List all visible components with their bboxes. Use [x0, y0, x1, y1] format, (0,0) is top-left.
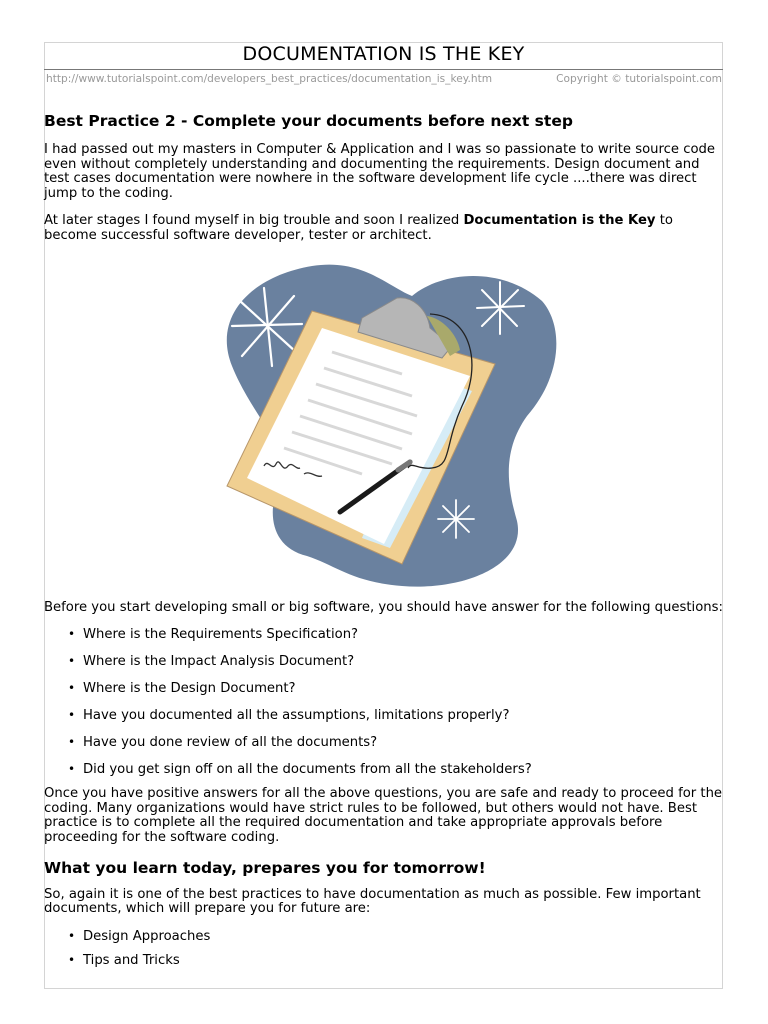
clipboard-pen-illustration [212, 256, 562, 591]
section-heading-best-practice: Best Practice 2 - Complete your documents before next step [44, 112, 573, 130]
key-paragraph [44, 214, 726, 243]
source-url[interactable]: http://www.tutorialspoint.com/developers_best_practices/documentation_is_key.htm [46, 73, 493, 85]
questions-intro: Before you start developing small or big software, you should have answer for the following questions: [44, 599, 723, 615]
list-item: • Did you get sign off on all the documents from all the stakeholders? [44, 762, 726, 777]
page-title: DOCUMENTATION IS THE KEY [242, 43, 525, 65]
key-text-before: At later stages I found myself in big trouble and soon I realized [44, 213, 464, 229]
title-divider [44, 69, 723, 70]
list-item: • Have you done review of all the documents? [44, 735, 726, 750]
section-heading-learn: What you learn today, prepares you for tomorrow! [44, 858, 486, 877]
section2-intro: So, again it is one of the best practices to have documentation as much as possible. Few important documents, which will prepare you for future are: [44, 886, 701, 917]
documents-list [44, 929, 726, 968]
sparkle-icon [438, 500, 474, 538]
key-text-after: to become successful software developer, tester or architect. [44, 213, 673, 243]
key-text-bold: Documentation is the Key [463, 213, 656, 229]
copyright-notice: Copyright © tutorialspoint.com [556, 73, 722, 85]
list-item: • Where is the Requirements Specification? [44, 627, 726, 642]
list-item: • Where is the Impact Analysis Document? [44, 654, 726, 669]
intro-paragraph: I had passed out my masters in Computer & Application and I was so passionate to write source code even without completely understanding and documenting the requirements. Design document and test cases documentation were nowhere in the software development life cycle ....there was direct jump to the coding. [44, 142, 716, 201]
list-item: • Have you documented all the assumptions, limitations properly? [44, 708, 726, 723]
list-item: • Where is the Design Document? [44, 681, 726, 696]
closing-paragraph: Once you have positive answers for all the above questions, you are safe and ready to proceed for the coding. Many organizations would have strict rules to be followed, but others would not have. Best practice is to complete all the required documentation and take appropriate approvals before proceeding for the software coding. [44, 786, 723, 845]
list-item: • Design Approaches [44, 929, 726, 944]
questions-list [44, 627, 726, 777]
list-item: • Tips and Tricks [44, 953, 726, 968]
